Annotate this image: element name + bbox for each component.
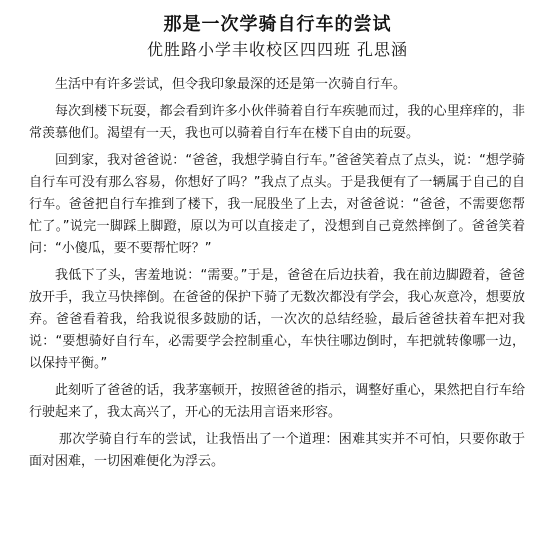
paragraph-6: 那次学骑自行车的尝试，让我悟出了一个道理：困难其实并不可怕，只要你敢于面对困难，一切困难便化为浮云。 <box>29 432 525 469</box>
paragraph-3: 回到家，我对爸爸说：“爸爸，我想学骑自行车。”爸爸笑着点了点头，说：“想学骑自行车可没有那么容易，你想好了吗？”我点了点头。于是我便有了一辆属于自己的自行车。爸爸把自行车推到了楼下，我一屁股坐了上去，对爸爸说：“爸爸，不需要您帮忙了。”说完一脚踩上脚蹬，原以为可以直接走了，没想到自己竟然摔倒了。爸爸笑着问：“小傻瓜，要不要帮忙呀？” <box>29 153 525 256</box>
paragraph-4: 我低下了头，害羞地说：“需要。”于是，爸爸在后边扶着，我在前边脚蹬着，爸爸放开手，我立马快摔倒。在爸爸的保护下骑了无数次都没有学会，我心灰意冷，想要放弃。爸爸看着我，给我说很多鼓励的话，一次次的总结经验，最后爸爸扶着车把对我说：“要想骑好自行车，必需要学会控制重心，车快往哪边倒时，车把就转像哪一边，以保持平衡。” <box>29 268 525 371</box>
paragraph-5: 此刻听了爸爸的话，我茅塞顿开，按照爸爸的指示，调整好重心，果然把自行车给行驶起来了，我太高兴了，开心的无法用言语来形容。 <box>29 383 525 420</box>
document-title: 那是一次学骑自行车的尝试 <box>163 14 392 35</box>
document-body <box>29 74 525 478</box>
paragraph-2: 每次到楼下玩耍，都会看到许多小伙伴骑着自行车疾驰而过，我的心里痒痒的，非常羡慕他们。渴望有一天，我也可以骑着自行车在楼下自由的玩耍。 <box>29 104 525 141</box>
author-byline: 优胜路小学丰收校区四四班 孔思涵 <box>146 40 409 59</box>
paragraph-1: 生活中有许多尝试，但令我印象最深的还是第一次骑自行车。 <box>55 77 407 92</box>
